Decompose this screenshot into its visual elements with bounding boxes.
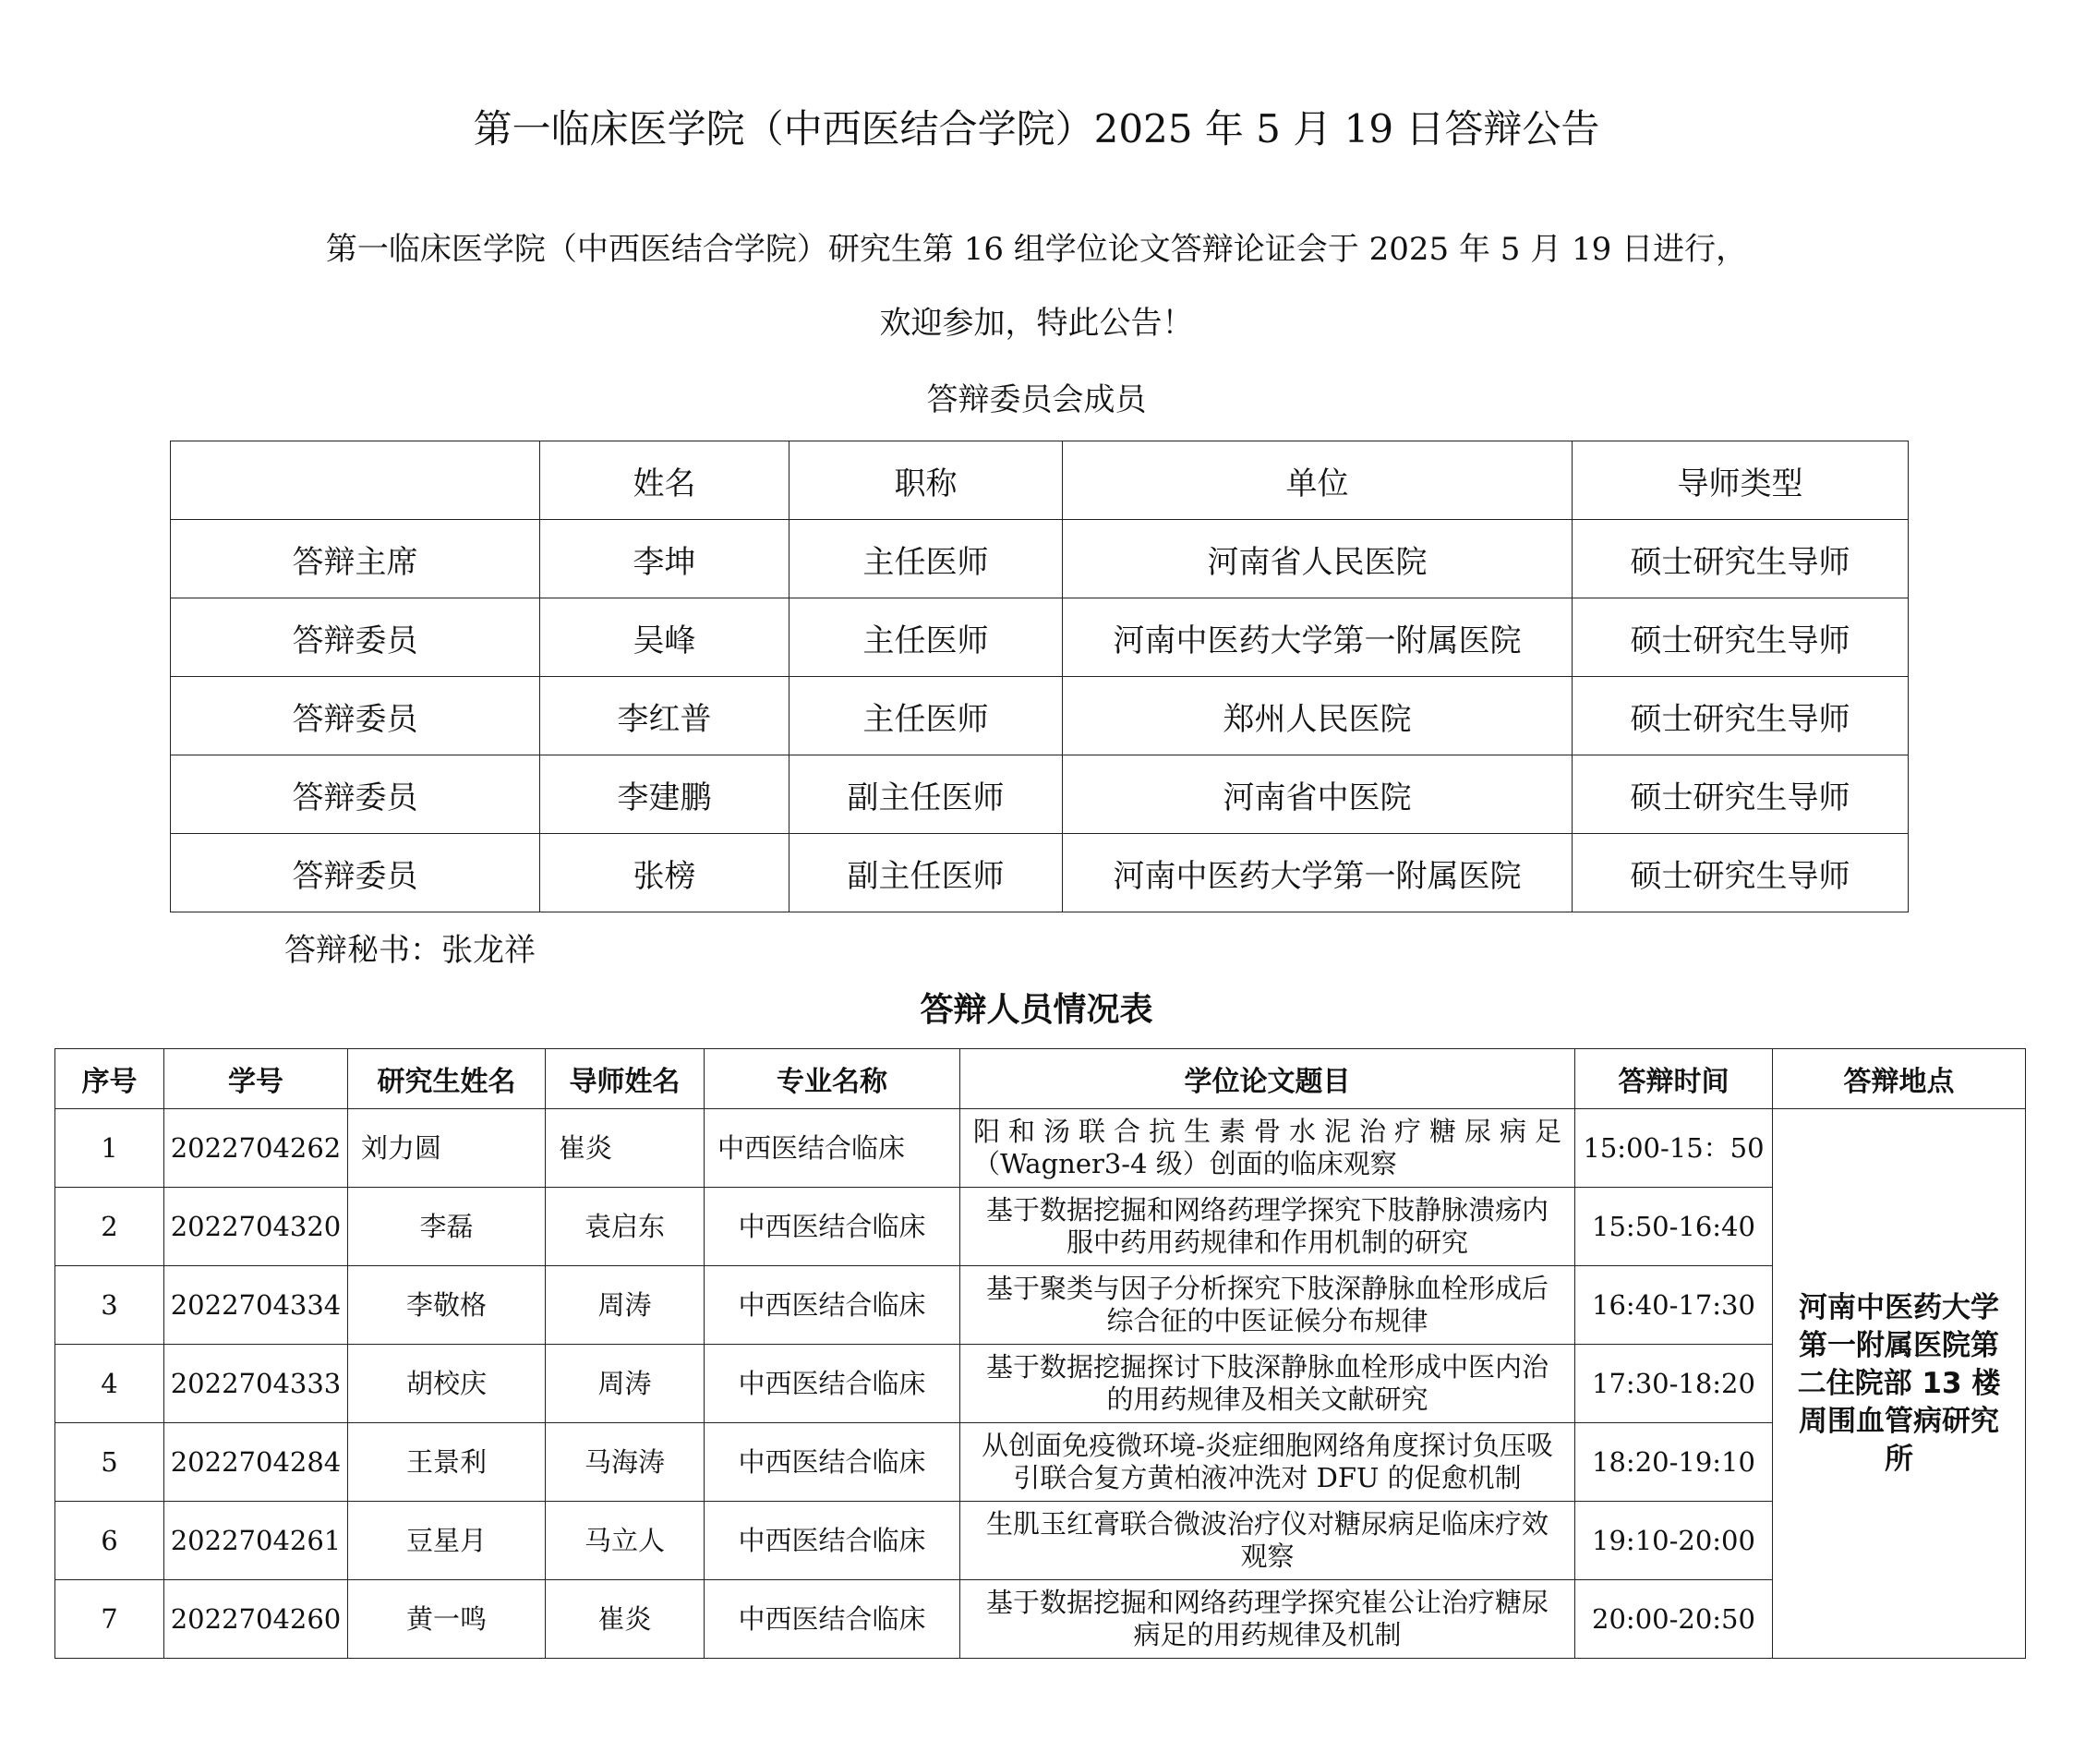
secretary-line: 答辩秘书：张龙祥 (284, 932, 536, 969)
col-thesis: 学位论文题目 (960, 1049, 1575, 1109)
table-row (55, 1423, 2026, 1502)
committee-role: 答辩委员 (171, 755, 540, 834)
cell-major: 中西医结合临床 (705, 1580, 960, 1659)
committee-name: 李建鹏 (540, 755, 789, 834)
committee-type: 硕士研究生导师 (1573, 677, 1909, 755)
committee-unit: 河南中医药大学第一附属医院 (1063, 598, 1573, 677)
cell-no: 1 (55, 1109, 164, 1188)
committee-row (171, 677, 1909, 755)
cell-no: 6 (55, 1502, 164, 1580)
cell-thesis: 基于数据挖掘探讨下肢深静脉血栓形成中医内治的用药规律及相关文献研究 (960, 1345, 1575, 1423)
committee-row (171, 598, 1909, 677)
cell-no: 7 (55, 1580, 164, 1659)
committee-role: 答辩委员 (171, 834, 540, 912)
committee-role: 答辩主席 (171, 520, 540, 598)
committee-unit: 河南省人民医院 (1063, 520, 1573, 598)
table-row (55, 1266, 2026, 1345)
cell-major: 中西医结合临床 (705, 1266, 960, 1345)
col-no: 序号 (55, 1049, 164, 1109)
cell-time: 15:50-16:40 (1575, 1188, 1773, 1266)
cell-location: 河南中医药大学第一附属医院第二住院部 13 楼周围血管病研究所 (1773, 1109, 2026, 1659)
cell-time: 18:20-19:10 (1575, 1423, 1773, 1502)
cell-student-id: 2022704262 (164, 1109, 348, 1188)
cell-time: 20:00-20:50 (1575, 1580, 1773, 1659)
committee-row (171, 755, 1909, 834)
committee-title: 主任医师 (789, 677, 1063, 755)
committee-type: 硕士研究生导师 (1573, 834, 1909, 912)
committee-unit: 河南中医药大学第一附属医院 (1063, 834, 1573, 912)
committee-col-role (171, 441, 540, 520)
committee-title: 主任医师 (789, 598, 1063, 677)
committee-role: 答辩委员 (171, 677, 540, 755)
students-table (54, 1048, 2026, 1659)
cell-student-id: 2022704261 (164, 1502, 348, 1580)
table-row (55, 1345, 2026, 1423)
cell-student-name: 黄一鸣 (348, 1580, 546, 1659)
cell-student-id: 2022704333 (164, 1345, 348, 1423)
col-advisor: 导师姓名 (546, 1049, 705, 1109)
table-row (55, 1188, 2026, 1266)
cell-thesis: 基于聚类与因子分析探究下肢深静脉血栓形成后综合征的中医证候分布规律 (960, 1266, 1575, 1345)
cell-thesis: 生肌玉红膏联合微波治疗仪对糖尿病足临床疗效观察 (960, 1502, 1575, 1580)
cell-major: 中西医结合临床 (705, 1188, 960, 1266)
cell-major: 中西医结合临床 (705, 1502, 960, 1580)
committee-unit: 河南省中医院 (1063, 755, 1573, 834)
cell-no: 3 (55, 1266, 164, 1345)
cell-student-name: 李敬格 (348, 1266, 546, 1345)
committee-col-type: 导师类型 (1573, 441, 1909, 520)
committee-heading: 答辩委员会成员 (926, 381, 1147, 418)
cell-student-id: 2022704260 (164, 1580, 348, 1659)
committee-type: 硕士研究生导师 (1573, 520, 1909, 598)
committee-name: 吴峰 (540, 598, 789, 677)
cell-student-id: 2022704320 (164, 1188, 348, 1266)
cell-no: 4 (55, 1345, 164, 1423)
table-row (55, 1502, 2026, 1580)
cell-major: 中西医结合临床 (705, 1109, 960, 1188)
cell-student-name: 刘力圆 (348, 1109, 546, 1188)
col-location: 答辩地点 (1773, 1049, 2026, 1109)
committee-role: 答辩委员 (171, 598, 540, 677)
cell-student-id: 2022704284 (164, 1423, 348, 1502)
committee-name: 李坤 (540, 520, 789, 598)
col-time: 答辩时间 (1575, 1049, 1773, 1109)
cell-time: 19:10-20:00 (1575, 1502, 1773, 1580)
cell-thesis: 基于数据挖掘和网络药理学探究崔公让治疗糖尿病足的用药规律及机制 (960, 1580, 1575, 1659)
intro-line-2: 欢迎参加，特此公告！ (879, 305, 1194, 342)
committee-type: 硕士研究生导师 (1573, 598, 1909, 677)
cell-thesis: 阳和汤联合抗生素骨水泥治疗糖尿病足（Wagner3-4 级）创面的临床观察 (960, 1109, 1575, 1188)
cell-advisor: 崔炎 (546, 1580, 705, 1659)
cell-student-name: 豆星月 (348, 1502, 546, 1580)
cell-student-name: 李磊 (348, 1188, 546, 1266)
committee-header-row (171, 441, 1909, 520)
committee-type: 硕士研究生导师 (1573, 755, 1909, 834)
cell-advisor: 马海涛 (546, 1423, 705, 1502)
committee-col-unit: 单位 (1063, 441, 1573, 520)
students-header-row (55, 1049, 2026, 1109)
table-row (55, 1580, 2026, 1659)
intro-line-1: 第一临床医学院（中西医结合学院）研究生第 16 组学位论文答辩论证会于 2025 年 5 月 19 日进行， (325, 231, 1748, 268)
cell-time: 17:30-18:20 (1575, 1345, 1773, 1423)
cell-thesis: 基于数据挖掘和网络药理学探究下肢静脉溃疡内服中药用药规律和作用机制的研究 (960, 1188, 1575, 1266)
cell-student-id: 2022704334 (164, 1266, 348, 1345)
committee-col-title: 职称 (789, 441, 1063, 520)
cell-time: 15:00-15：50 (1575, 1109, 1773, 1188)
committee-name: 张榜 (540, 834, 789, 912)
col-student-id: 学号 (164, 1049, 348, 1109)
cell-thesis: 从创面免疫微环境-炎症细胞网络角度探讨负压吸引联合复方黄柏液冲洗对 DFU 的促愈机制 (960, 1423, 1575, 1502)
table-row (55, 1109, 2026, 1188)
cell-time: 16:40-17:30 (1575, 1266, 1773, 1345)
col-major: 专业名称 (705, 1049, 960, 1109)
committee-title: 副主任医师 (789, 755, 1063, 834)
committee-row (171, 834, 1909, 912)
committee-table (170, 441, 1909, 912)
cell-no: 5 (55, 1423, 164, 1502)
cell-student-name: 王景利 (348, 1423, 546, 1502)
cell-advisor: 崔炎 (546, 1109, 705, 1188)
cell-advisor: 袁启东 (546, 1188, 705, 1266)
cell-major: 中西医结合临床 (705, 1423, 960, 1502)
cell-student-name: 胡校庆 (348, 1345, 546, 1423)
students-heading: 答辩人员情况表 (920, 991, 1153, 1029)
committee-title: 主任医师 (789, 520, 1063, 598)
committee-row (171, 520, 1909, 598)
cell-advisor: 周涛 (546, 1345, 705, 1423)
committee-name: 李红普 (540, 677, 789, 755)
committee-col-name: 姓名 (540, 441, 789, 520)
col-student-name: 研究生姓名 (348, 1049, 546, 1109)
cell-no: 2 (55, 1188, 164, 1266)
cell-major: 中西医结合临床 (705, 1345, 960, 1423)
page-title: 第一临床医学院（中西医结合学院）2025 年 5 月 19 日答辩公告 (473, 106, 1600, 151)
cell-advisor: 周涛 (546, 1266, 705, 1345)
cell-advisor: 马立人 (546, 1502, 705, 1580)
committee-unit: 郑州人民医院 (1063, 677, 1573, 755)
committee-title: 副主任医师 (789, 834, 1063, 912)
